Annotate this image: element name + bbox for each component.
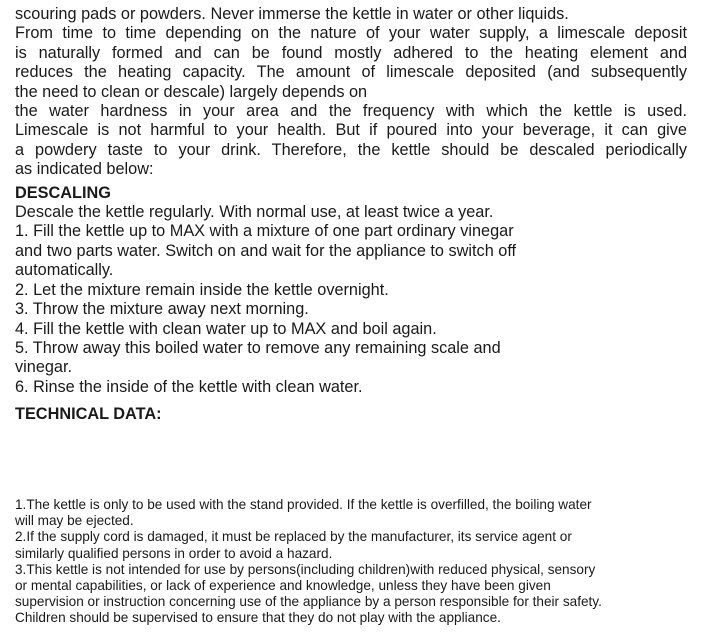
descaling-line: 6. Rinse the inside of the kettle with clean water. (15, 377, 363, 396)
intro-line: reduces the heating capacity. The amount of limescale deposited (and subsequently (15, 63, 687, 82)
intro-line: the water hardness in your area and the frequency with which the kettle is used. (15, 102, 687, 121)
safety-notes (15, 497, 715, 627)
note-line: will may be ejected. (15, 513, 134, 529)
descaling-section (15, 203, 715, 397)
intro-line: From time to time depending on the nature of your water supply, a limescale deposit (15, 24, 687, 43)
descaling-line: automatically. (15, 261, 114, 280)
descaling-heading: DESCALING (15, 183, 111, 202)
descaling-line: vinegar. (15, 358, 73, 377)
descaling-line: 1. Fill the kettle up to MAX with a mixture of one part ordinary vinegar (15, 222, 514, 241)
note-line: supervision or instruction concerning use of the appliance by a person responsible for their safety. (15, 594, 602, 610)
intro-line: a powdery taste to your drink. Therefore, the kettle should be descaled periodically (15, 140, 687, 159)
descaling-line: Descale the kettle regularly. With normal use, at least twice a year. (15, 203, 494, 222)
intro-line: scouring pads or powders. Never immerse the kettle in water or other liquids. (15, 5, 569, 23)
intro-line: Limescale is not harmful to your health. But if poured into your beverage, it can give (15, 121, 687, 140)
note-line: 2.If the supply cord is damaged, it must be replaced by the manufacturer, its service agent or (15, 529, 572, 545)
note-line: similarly qualified persons in order to avoid a hazard. (15, 545, 333, 561)
note-line: Children should be supervised to ensure that they do not play with the appliance. (15, 610, 501, 626)
descaling-line: 5. Throw away this boiled water to remove any remaining scale and (15, 338, 501, 357)
manual-page (15, 5, 715, 425)
descaling-line: and two parts water. Switch on and wait for the appliance to switch off (15, 241, 517, 260)
intro-section (15, 5, 687, 180)
intro-line: the need to clean or descale) largely depends on (15, 82, 368, 101)
intro-line: as indicated below: (15, 160, 154, 179)
note-line: 3.This kettle is not intended for use by persons(including children)with reduced physical, sensory (15, 561, 596, 577)
note-line: 1.The kettle is only to be used with the stand provided. If the kettle is overfilled, the boiling water (15, 497, 592, 512)
descaling-line: 2. Let the mixture remain inside the kettle overnight. (15, 280, 389, 299)
technical-data-heading: TECHNICAL DATA: (15, 405, 162, 424)
descaling-line: 4. Fill the kettle with clean water up to MAX and boil again. (15, 319, 437, 338)
intro-line: is naturally formed and can be found mostly adhered to the heating element and (15, 43, 687, 62)
descaling-line: 3. Throw the mixture away next morning. (15, 300, 309, 319)
note-line: or mental capabilities, or lack of experience and knowledge, unless they have been given (15, 578, 551, 594)
